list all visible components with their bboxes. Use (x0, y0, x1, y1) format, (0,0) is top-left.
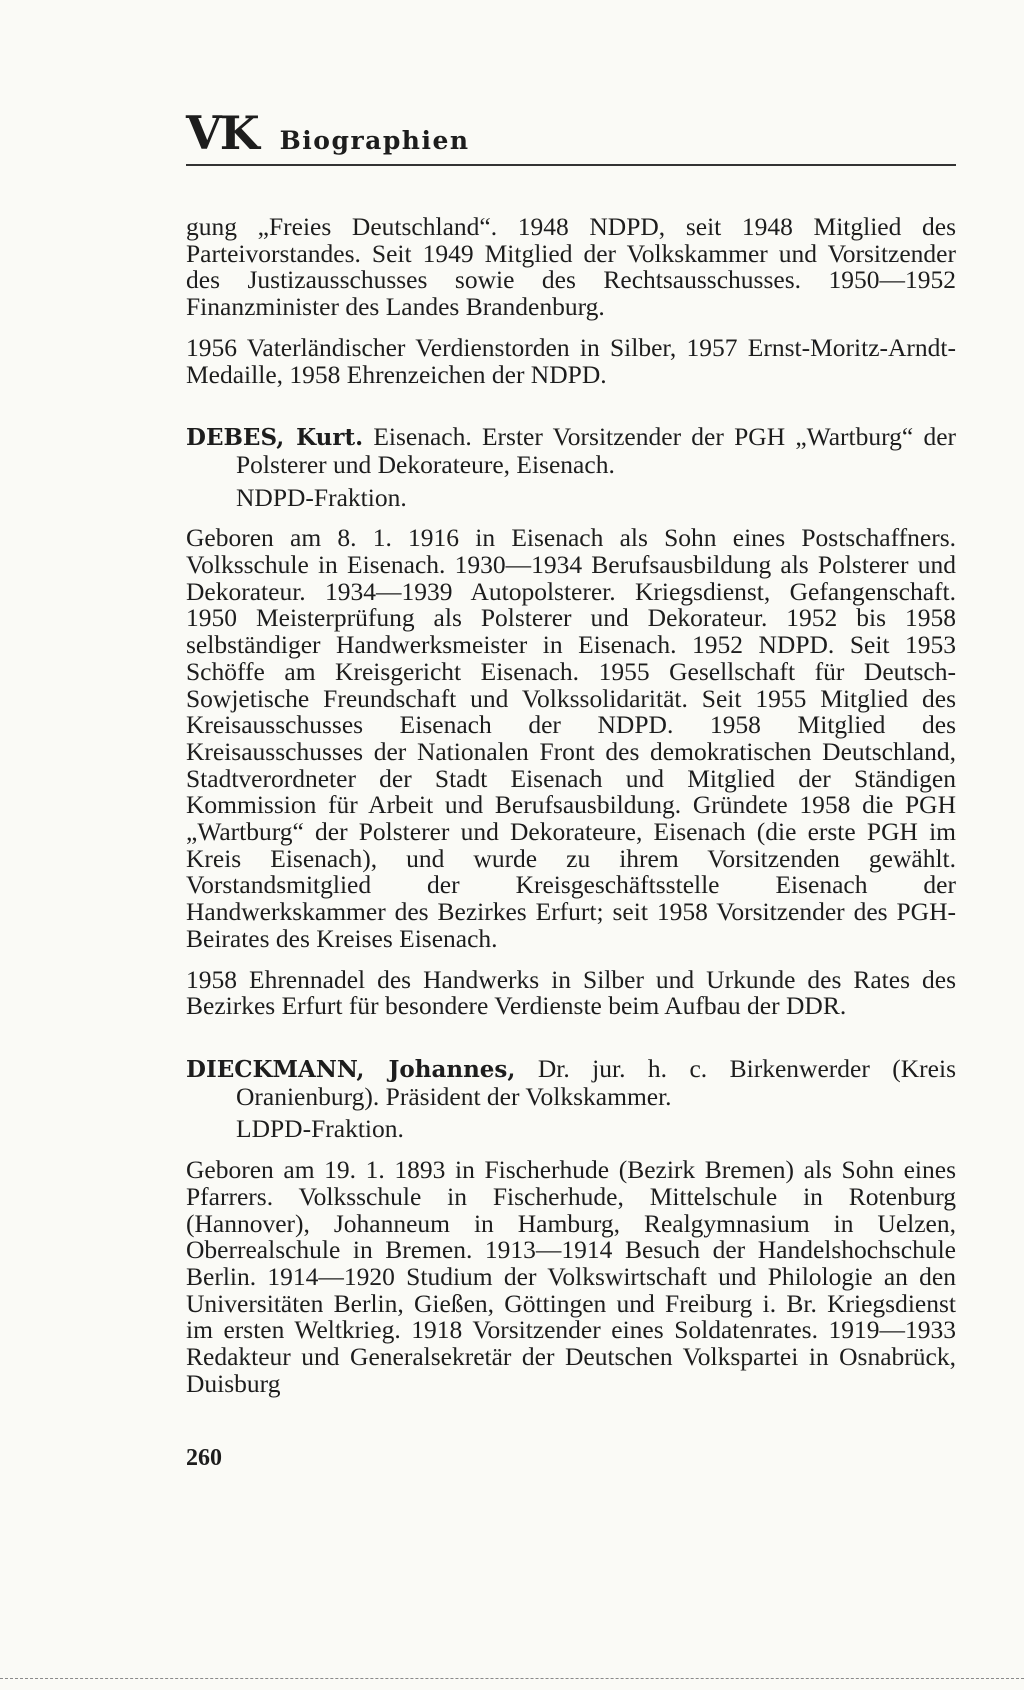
intro-paragraph: 1956 Vaterländischer Verdienstorden in Silber, 1957 Ernst-Moritz-Arndt-Medaille, 1958 Ehrenzeichen der NDPD. (186, 332, 956, 389)
book-page (186, 106, 956, 1398)
entry-paragraph: Geboren am 19. 1. 1893 in Fischerhude (Bezirk Bremen) als Sohn eines Pfarrers. Volksschule in Fischerhude, Mittelschule in Rotenburg (Hannover), Johanneum in Hamburg, Realgymnasium in Uelzen, Oberrealschule in Bremen. 1913—1914 Besuch der Handelshochschule Berlin. 1914—1920 Studium der Volkswirtschaft und Philologie an den Universitäten Berlin, Gießen, Göttingen und Freiburg i. Br. Kriegsdienst im ersten Weltkrieg. 1918 Vorsitzender eines Soldatenrates. 1919—1933 Redakteur und Generalsekretär der Deutschen Volkspartei in Osnabrück, Duisburg (186, 1155, 956, 1398)
entry-headline (186, 1053, 956, 1111)
page-number: 260 (186, 1445, 222, 1471)
biography-entry-debes (186, 424, 956, 1020)
entry-headline-text: Eisenach. Erster Vorsitzender der PGH „Wartburg“ der Polsterer und Dekorateure, Eisenach. (236, 422, 956, 479)
entry-name: DEBES, Kurt. (186, 424, 364, 452)
scan-edge-line (0, 1678, 1024, 1680)
entry-headline-text: Dr. jur. h. c. Birkenwerder (Kreis Oranienburg). Präsident der Volkskammer. (236, 1053, 956, 1111)
page-content (186, 214, 956, 1397)
entry-faction: LDPD-Fraktion. (236, 1114, 404, 1144)
entry-headline (186, 424, 956, 478)
header-section-title: Biographien (279, 126, 470, 155)
biography-entry-dieckmann (186, 1053, 956, 1398)
header-abbreviation: VK (186, 106, 258, 160)
intro-paragraph: gung „Freies Deutschland“. 1948 NDPD, seit 1948 Mitglied des Parteivorstandes. Seit 1949 Mitglied der Volkskammer und Vorsitzender des Justizausschusses sowie des Rechtsausschusses. 1950—1952 Finanzminister des Landes Brandenburg. (186, 212, 956, 322)
entry-name: DIECKMANN, Johannes, (186, 1055, 516, 1083)
running-header (186, 106, 956, 166)
entry-faction: NDPD-Fraktion. (236, 482, 407, 512)
entry-paragraph: 1958 Ehrennadel des Handwerks in Silber und Urkunde des Rates des Bezirkes Erfurt für besondere Verdienste beim Aufbau der DDR. (186, 964, 956, 1021)
entry-paragraph: Geboren am 8. 1. 1916 in Eisenach als Sohn eines Postschaffners. Volksschule in Eisenach. 1930—1934 Berufsausbildung als Polsterer und Dekorateur. 1934—1939 Autopolsterer. Kriegsdienst, Gefangenschaft. 1950 Meisterprüfung als Polsterer und Dekorateur. 1952 bis 1958 selbständiger Handwerksmeister in Eisenach. 1952 NDPD. Seit 1953 Schöffe am Kreisgericht Eisenach. 1955 Gesellschaft für Deutsch-Sowjetische Freundschaft und Volkssolidarität. Seit 1955 Mitglied des Kreisausschusses Eisenach der NDPD. 1958 Mitglied des Kreisausschusses der Nationalen Front des demokratischen Deutschland, Stadtverordneter der Stadt Eisenach und Mitglied der Ständigen Kommission für Arbeit und Berufsausbildung. Gründete 1958 die PGH „Wartburg“ der Polsterer und Dekorateure, Eisenach (die erste PGH im Kreis Eisenach), und wurde zu ihrem Vorsitzenden gewählt. Vorstandsmitglied der Kreisgeschäftsstelle Eisenach der Handwerkskammer des Bezirkes Erfurt; seit 1958 Vorsitzender des PGH-Beirates des Kreises Eisenach. (186, 523, 956, 953)
